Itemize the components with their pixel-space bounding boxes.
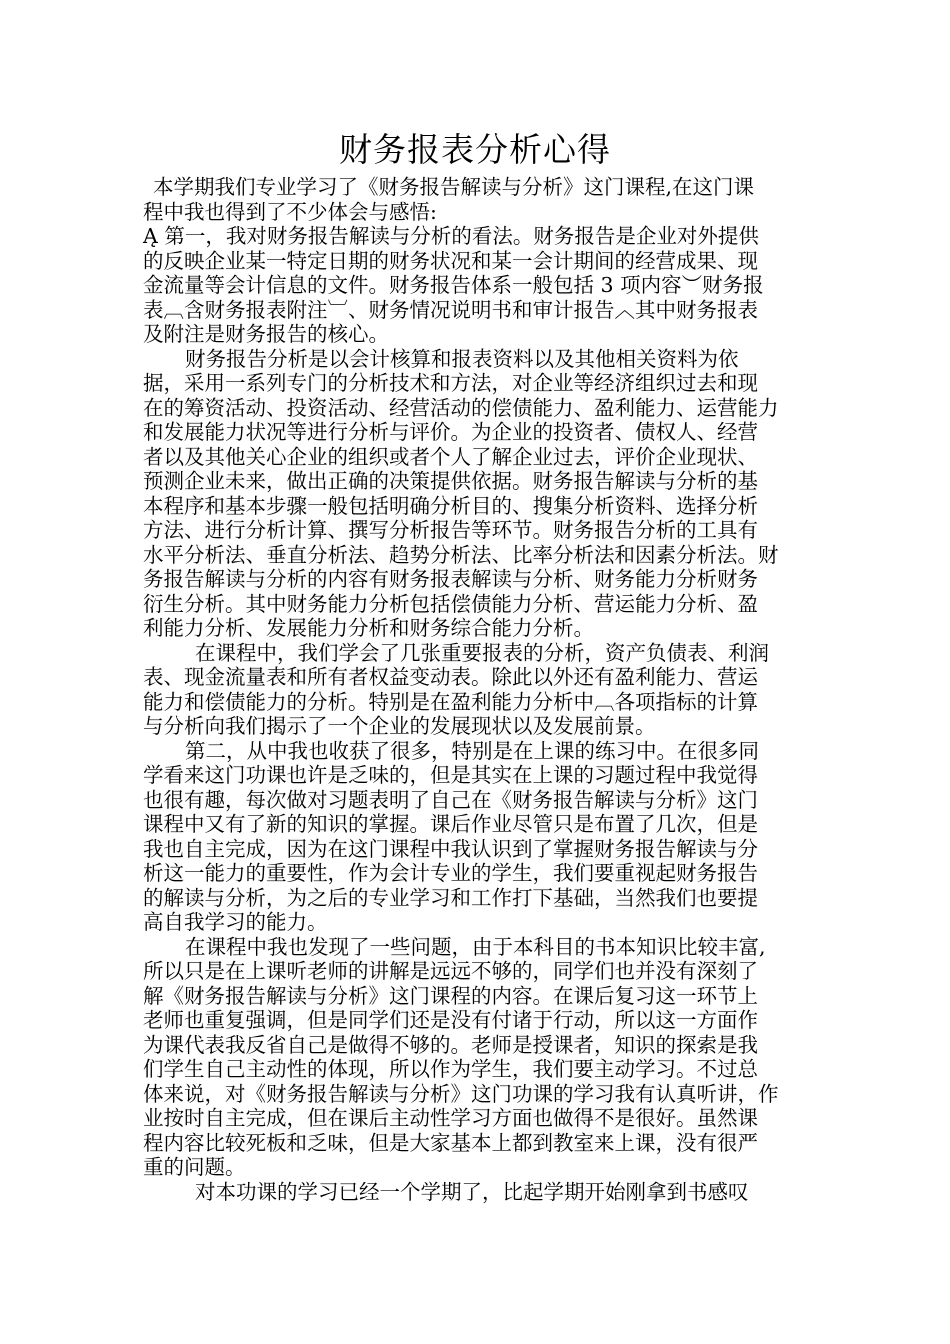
text-line: 解《财务报告解读与分析》这门课程的内容。在课后复习这一环节上 [143,983,758,1008]
text-line: 析这一能力的重要性，作为会计专业的学生，我们要重视起财务报告 [143,861,758,885]
text-line: 利能力分析、发展能力分析和财务综合能力分析。 [143,616,594,640]
text-line: 的解读与分析，为之后的专业学习和工作打下基础，当然我们也要提 [143,885,758,910]
text-line: 务报告解读与分析的内容有财务报表解读与分析、财务能力分析财务 [143,567,758,591]
text-line: 对本功课的学习已经一个学期了，比起学期开始刚拿到书感叹 [195,1179,749,1204]
text-line: 预测企业未来，做出正确的决策提供依据。财务报告解读与分析的基 [143,469,758,493]
text-line: 也很有趣，每次做对习题表明了自己在《财务报告解读与分析》这门 [143,787,758,812]
text-line: 衍生分析。其中财务能力分析包括偿债能力分析、营运能力分析、盈 [143,591,758,616]
text-line: 为课代表我反省自己是做得不够的。老师是授课者，知识的探索是我 [143,1032,758,1057]
text-line: 财务报告分析是以会计核算和报表资料以及其他相关资料为依 [185,346,739,371]
text-line: Ą 第一，我对财务报告解读与分析的看法。财务报告是企业对外提供 [143,224,759,248]
text-line: 能力和偿债能力的分析。特别是在盈利能力分析中︹各项指标的计算 [143,689,758,714]
text-line: 本学期我们专业学习了《财务报告解读与分析》这门课程,在这门课 [153,175,755,199]
text-line: 和发展能力状况等进行分析与评价。为企业的投资者、债权人、经营 [143,420,758,444]
text-line: 体来说，对《财务报告解读与分析》这门功课的学习我有认真听讲，作 [143,1081,779,1106]
text-line: 及附注是财务报告的核心。 [143,322,389,346]
text-line: 表、现金流量表和所有者权益变动表。除此以外还有盈利能力、营运 [143,665,758,689]
text-line: 高自我学习的能力。 [143,910,328,934]
document-body [143,175,823,1204]
text-line: 学看来这门功课也许是乏味的，但是其实在上课的习题过程中我觉得 [143,763,758,787]
text-line: 在的筹资活动、投资活动、经营活动的偿债能力、盈利能力、运营能力 [143,395,779,420]
text-line: 表︹含财务报表附注︺、财务情况说明书和审计报告︿其中财务报表 [143,297,758,322]
text-line: 业按时自主完成，但在课后主动性学习方面也做得不是很好。虽然课 [143,1106,758,1130]
text-line: 的反映企业某一特定日期的财务状况和某一会计期间的经营成果、现 [143,248,758,273]
text-line: 重的问题。 [143,1155,246,1179]
text-line: 老师也重复强调，但是同学们还是没有付诸于行动，所以这一方面作 [143,1008,758,1032]
text-line: 在课程中我也发现了一些问题，由于本科目的书本知识比较丰富, [185,934,766,959]
text-line: 第二，从中我也收获了很多，特别是在上课的练习中。在很多同 [185,738,759,763]
text-line: 据，采用一系列专门的分析技术和方法，对企业等经济组织过去和现 [143,371,758,395]
text-line: 本程序和基本步骤一般包括明确分析目的、搜集分析资料、选择分析 [143,493,758,518]
text-line: 所以只是在上课听老师的讲解是远远不够的，同学们也并没有深刻了 [143,959,758,983]
document-title: 财务报表分析心得 [339,130,611,169]
text-line: 方法、进行分析计算、撰写分析报告等环节。财务报告分析的工具有 [143,518,758,542]
text-line: 们学生自己主动性的体现，所以作为学生，我们要主动学习。不过总 [143,1057,758,1081]
text-line: 金流量等会计信息的文件。财务报告体系一般包括 3 项内容︶财务报 [143,273,764,297]
text-line: 程内容比较死板和乏味，但是大家基本上都到教室来上课，没有很严 [143,1130,758,1155]
text-line: 与分析向我们揭示了一个企业的发展现状以及发展前景。 [143,714,656,738]
text-line: 水平分析法、垂直分析法、趋势分析法、比率分析法和因素分析法。财 [143,542,779,567]
text-line: 者以及其他关心企业的组织或者个人了解企业过去，评价企业现状、 [143,444,758,469]
text-line: 我也自主完成，因为在这门课程中我认识到了掌握财务报告解读与分 [143,836,758,861]
text-line: 在课程中，我们学会了几张重要报表的分析，资产负债表、利润 [195,640,769,665]
text-line: 课程中又有了新的知识的掌握。课后作业尽管只是布置了几次，但是 [143,812,758,836]
text-line: 程中我也得到了不少体会与感悟: [143,199,437,224]
